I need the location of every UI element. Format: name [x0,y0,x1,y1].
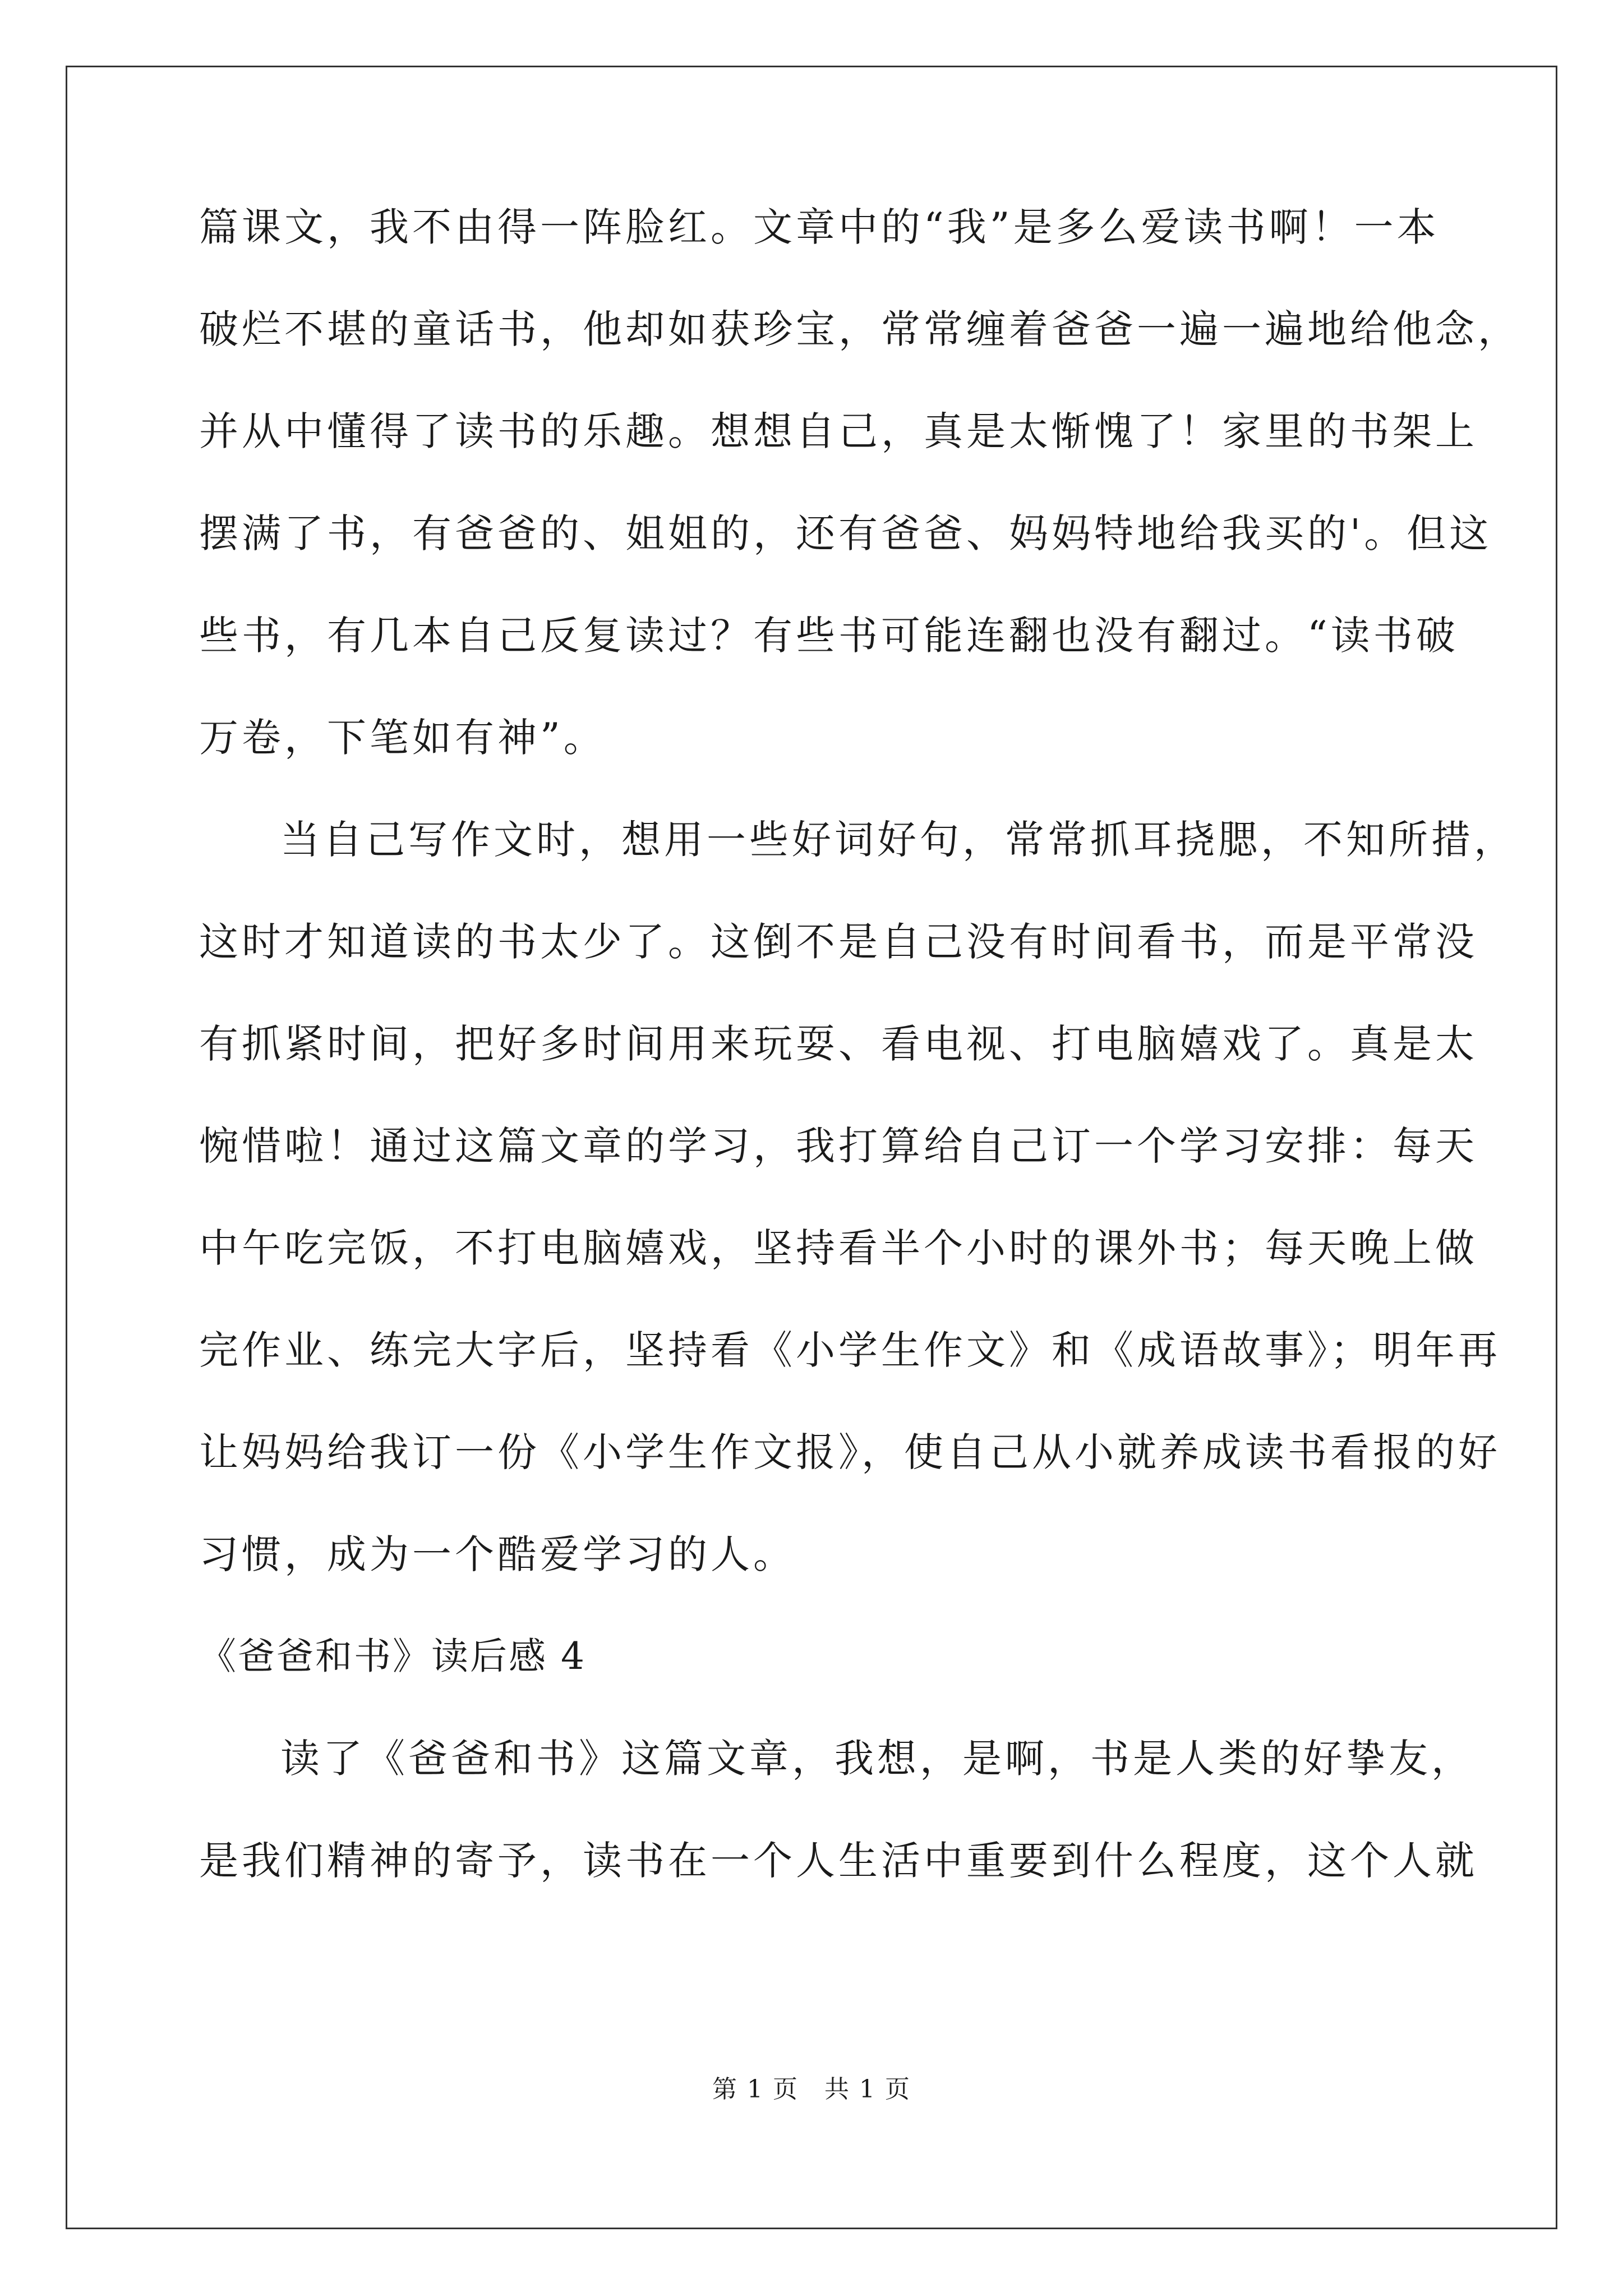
text-line: 当自己写作文时，想用一些好词好句，常常抓耳挠腮，不知所措， [280,817,1516,863]
text-line: 篇课文，我不由得一阵脸红。文章中的“我”是多么爱读书啊！一本 [199,204,1440,250]
text-line: 惋惜啦！通过这篇文章的学习，我打算给自己订一个学习安排：每天 [199,1123,1478,1169]
text-line: 让妈妈给我订一份《小学生作文报》，使自己从小就养成读书看报的好 [199,1429,1501,1475]
text-line: 万卷，下笔如有神”。 [199,715,606,761]
page-footer: 第 1 页 共 1 页 [712,2075,911,2104]
text-line: 摆满了书，有爸爸的、姐姐的，还有爸爸、妈妈特地给我买的'。但这 [199,510,1492,556]
text-line: 完作业、练完大字后，坚持看《小学生作文》和《成语故事》；明年再 [199,1327,1501,1373]
text-line: 中午吃完饭，不打电脑嬉戏，坚持看半个小时的课外书；每天晚上做 [199,1225,1478,1271]
text-line: 这时才知道读的书太少了。这倒不是自己没有时间看书，而是平常没 [199,919,1478,965]
text-line: 些书，有几本自己反复读过？有些书可能连翻也没有翻过。“读书破 [199,613,1459,659]
text-line: 并从中懂得了读书的乐趣。想想自己，真是太惭愧了！家里的书架上 [199,408,1478,454]
document-body [199,204,1520,1943]
section-heading: 《爸爸和书》读后感 4 [199,1635,586,1678]
text-line: 习惯，成为一个酷爱学习的人。 [199,1531,796,1577]
text-line: 有抓紧时间，把好多时间用来玩耍、看电视、打电脑嬉戏了。真是太 [199,1021,1478,1067]
text-line: 破烂不堪的童话书，他却如获珍宝，常常缠着爸爸一遍一遍地给他念， [199,306,1520,352]
text-line: 读了《爸爸和书》这篇文章，我想，是啊，书是人类的好挚友， [280,1736,1474,1782]
text-line: 是我们精神的寄予，读书在一个人生活中重要到什么程度，这个人就 [199,1838,1478,1884]
